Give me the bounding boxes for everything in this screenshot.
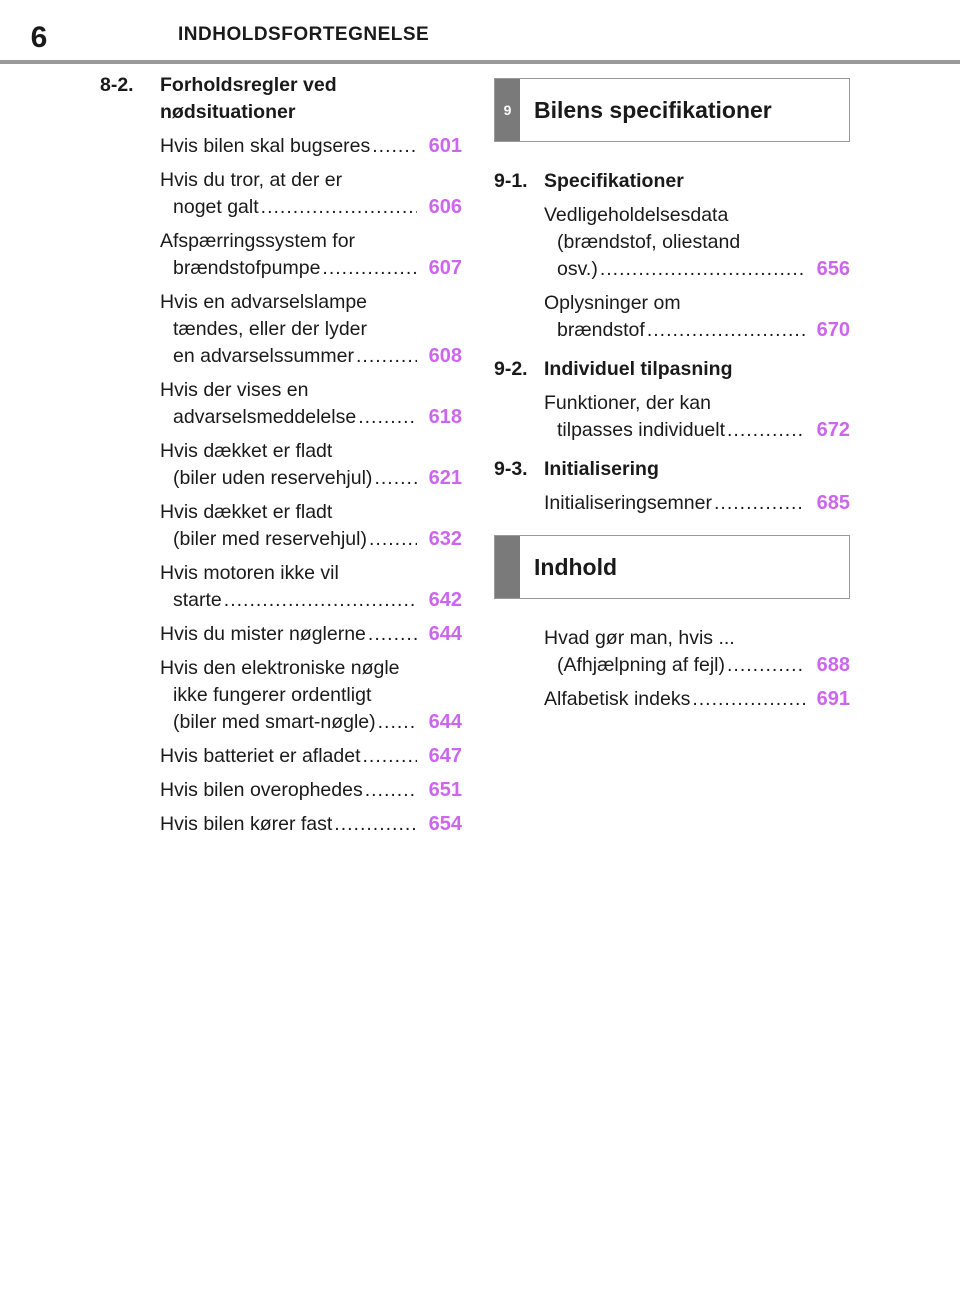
leader-dots bbox=[358, 404, 417, 431]
entry-line bbox=[544, 652, 806, 679]
toc-entry[interactable] bbox=[160, 743, 462, 770]
entry-text: (brændstof, oliestand bbox=[557, 231, 741, 253]
toc-entry[interactable] bbox=[160, 167, 462, 221]
page-link[interactable]: 688 bbox=[816, 654, 850, 676]
entry-line bbox=[544, 490, 806, 517]
page-link[interactable]: 647 bbox=[428, 745, 462, 767]
section-number: 9-3. bbox=[494, 458, 528, 480]
toc-entry[interactable] bbox=[160, 621, 462, 648]
section-number: 9-2. bbox=[494, 358, 528, 380]
leader-dots bbox=[261, 194, 417, 221]
entry-text: brændstofpumpe bbox=[173, 257, 321, 279]
entry-line bbox=[160, 526, 418, 553]
page-link[interactable]: 621 bbox=[428, 467, 462, 489]
leader-dots bbox=[224, 587, 417, 614]
section-heading bbox=[494, 456, 850, 483]
leader-dots bbox=[374, 465, 417, 492]
toc-entry[interactable] bbox=[160, 289, 462, 370]
toc-entry[interactable] bbox=[544, 625, 850, 679]
page-link[interactable]: 642 bbox=[428, 589, 462, 611]
entry-line bbox=[160, 194, 418, 221]
entry-line bbox=[544, 417, 806, 444]
toc-entry[interactable] bbox=[544, 390, 850, 444]
section-heading-8-2 bbox=[100, 72, 462, 126]
entry-line bbox=[160, 587, 418, 614]
chapter-tab: 9 bbox=[495, 79, 520, 141]
chapter-tab bbox=[495, 536, 520, 598]
entry-text: Hvad gør man, hvis ... bbox=[544, 627, 735, 649]
entry-line bbox=[160, 777, 418, 804]
entry-text: Hvis motoren ikke vil bbox=[160, 562, 339, 584]
entry-line bbox=[160, 743, 418, 770]
page-link[interactable]: 606 bbox=[428, 196, 462, 218]
entry-text: tilpasses individuelt bbox=[557, 419, 726, 441]
leader-dots bbox=[356, 343, 417, 370]
page-link[interactable]: 601 bbox=[428, 135, 462, 157]
entry-line bbox=[160, 343, 418, 370]
entry-line bbox=[544, 686, 806, 713]
leader-dots bbox=[369, 526, 417, 553]
entry-line bbox=[160, 133, 418, 160]
entry-text: brændstof bbox=[557, 319, 645, 341]
toc-entry[interactable] bbox=[160, 777, 462, 804]
index-title: Indhold bbox=[534, 553, 618, 580]
page-link[interactable]: 644 bbox=[428, 711, 462, 733]
page-link[interactable]: 608 bbox=[428, 345, 462, 367]
toc-entry[interactable] bbox=[160, 377, 462, 431]
toc-entry[interactable] bbox=[160, 560, 462, 614]
page-link[interactable]: 654 bbox=[428, 813, 462, 835]
toc-entry[interactable] bbox=[160, 811, 462, 838]
entry-line bbox=[544, 256, 806, 283]
toc-left-column bbox=[100, 72, 462, 838]
toc-right-column bbox=[494, 72, 850, 713]
entry-line bbox=[160, 621, 418, 648]
entry-text: Afspærringssystem for bbox=[160, 230, 356, 252]
page-link[interactable]: 651 bbox=[428, 779, 462, 801]
toc-entry-list bbox=[100, 133, 462, 838]
entry-text: Oplysninger om bbox=[544, 292, 681, 314]
entry-text: tændes, eller der lyder bbox=[173, 318, 368, 340]
entry-text: Hvis du mister nøglerne bbox=[160, 623, 366, 645]
leader-dots bbox=[372, 133, 417, 160]
index-box[interactable] bbox=[494, 535, 850, 599]
entry-text: (biler uden reservehjul) bbox=[173, 467, 373, 489]
entry-text: Vedligeholdelsesdata bbox=[544, 204, 729, 226]
section-heading bbox=[494, 356, 850, 383]
toc-entry[interactable] bbox=[544, 686, 850, 713]
entry-text: (Afhjælpning af fejl) bbox=[557, 654, 725, 676]
chapter-9-box[interactable] bbox=[494, 78, 850, 142]
entry-text: starte bbox=[173, 589, 222, 611]
section-title: Initialisering bbox=[544, 458, 659, 480]
leader-dots bbox=[727, 652, 805, 679]
entry-text: Hvis bilen kører fast bbox=[160, 813, 333, 835]
header-divider bbox=[0, 60, 960, 64]
leader-dots bbox=[334, 811, 417, 838]
leader-dots bbox=[692, 686, 805, 713]
leader-dots bbox=[378, 709, 417, 736]
toc-entry[interactable] bbox=[160, 228, 462, 282]
toc-entry[interactable] bbox=[160, 438, 462, 492]
toc-entry[interactable] bbox=[160, 499, 462, 553]
entry-text: noget galt bbox=[173, 196, 259, 218]
entry-line bbox=[160, 709, 418, 736]
section-number: 8-2. bbox=[100, 74, 134, 96]
entry-text: advarselsmeddelelse bbox=[173, 406, 357, 428]
section-title: Forholdsregler ved nødsituationer bbox=[160, 74, 337, 123]
page-link[interactable]: 670 bbox=[816, 319, 850, 341]
entry-text: Hvis dækket er fladt bbox=[160, 440, 333, 462]
entry-line bbox=[160, 404, 418, 431]
leader-dots bbox=[322, 255, 417, 282]
toc-entry[interactable] bbox=[544, 490, 850, 517]
toc-entry-list bbox=[494, 390, 850, 444]
toc-entry[interactable] bbox=[160, 133, 462, 160]
entry-text: osv.) bbox=[557, 258, 598, 280]
index-entry-list bbox=[494, 625, 850, 713]
entry-text: Initialiseringsemner bbox=[544, 492, 712, 514]
entry-text: Hvis den elektroniske nøgle bbox=[160, 657, 400, 679]
entry-text: Hvis der vises en bbox=[160, 379, 309, 401]
leader-dots bbox=[714, 490, 805, 517]
entry-text: Hvis du tror, at der er bbox=[160, 169, 343, 191]
page-link[interactable]: 607 bbox=[428, 257, 462, 279]
entry-line bbox=[544, 317, 806, 344]
toc-entry[interactable] bbox=[544, 202, 850, 283]
entry-text: Hvis dækket er fladt bbox=[160, 501, 333, 523]
page-link[interactable]: 644 bbox=[428, 623, 462, 645]
leader-dots bbox=[647, 317, 805, 344]
page-link[interactable]: 656 bbox=[816, 258, 850, 280]
entry-line bbox=[160, 255, 418, 282]
entry-text: (biler med smart-nøgle) bbox=[173, 711, 376, 733]
leader-dots bbox=[368, 621, 417, 648]
page-link[interactable]: 691 bbox=[816, 688, 850, 710]
section-number: 9-1. bbox=[494, 170, 528, 192]
section-title: Individuel tilpasning bbox=[544, 358, 733, 380]
chapter-9-sections bbox=[494, 168, 850, 517]
page-link[interactable]: 618 bbox=[428, 406, 462, 428]
section-heading bbox=[494, 168, 850, 195]
leader-dots bbox=[727, 417, 805, 444]
leader-dots bbox=[363, 743, 417, 770]
leader-dots bbox=[600, 256, 805, 283]
entry-text: Funktioner, der kan bbox=[544, 392, 711, 414]
toc-entry-list bbox=[494, 490, 850, 517]
page-number: 6 bbox=[30, 21, 48, 54]
entry-text: Hvis bilen overophedes bbox=[160, 779, 363, 801]
entry-text: en advarselssummer bbox=[173, 345, 354, 367]
entry-line bbox=[160, 811, 418, 838]
entry-text: Hvis bilen skal bugseres bbox=[160, 135, 371, 157]
entry-text: Hvis batteriet er afladet bbox=[160, 745, 361, 767]
page-link[interactable]: 672 bbox=[816, 419, 850, 441]
entry-text: ikke fungerer ordentligt bbox=[173, 684, 372, 706]
entry-text: Hvis en advarselslampe bbox=[160, 291, 368, 313]
entry-text: (biler med reservehjul) bbox=[173, 528, 367, 550]
page-link[interactable]: 685 bbox=[816, 492, 850, 514]
toc-entry[interactable] bbox=[544, 290, 850, 344]
page-title: INDHOLDSFORTEGNELSE bbox=[178, 24, 430, 45]
chapter-title: Bilens specifikationer bbox=[534, 96, 772, 123]
leader-dots bbox=[365, 777, 417, 804]
entry-line bbox=[160, 465, 418, 492]
entry-text: Alfabetisk indeks bbox=[544, 688, 691, 710]
section-title: Specifikationer bbox=[544, 170, 684, 192]
page-link[interactable]: 632 bbox=[428, 528, 462, 550]
toc-entry[interactable] bbox=[160, 655, 462, 736]
toc-entry-list bbox=[494, 202, 850, 344]
